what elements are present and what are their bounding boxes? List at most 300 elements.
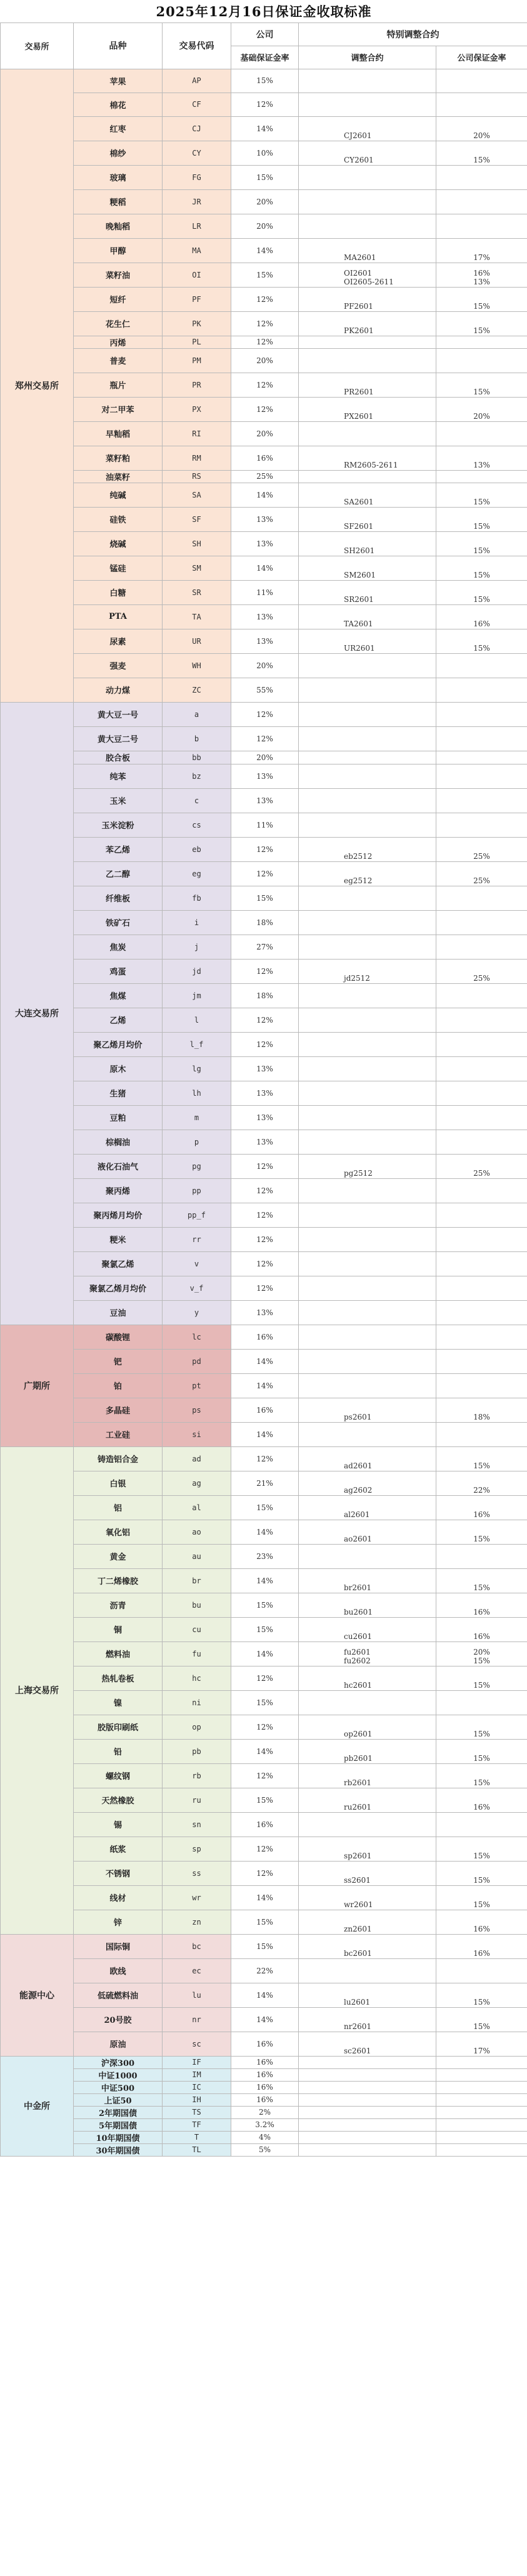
company-margin-rate [436, 1227, 527, 1251]
trade-code: UR [163, 629, 231, 653]
product-name: 硅铁 [74, 507, 163, 531]
adjusted-contract [299, 446, 436, 470]
adjusted-contract-code: PR2601 [344, 387, 374, 396]
base-margin-rate: 27% [231, 935, 299, 959]
company-margin-rate [436, 1422, 527, 1446]
table-row [1, 1227, 527, 1251]
base-margin-rate: 16% [231, 2056, 299, 2068]
table-row [1, 507, 527, 531]
table-row [1, 116, 527, 141]
adjusted-contract [299, 1641, 436, 1666]
header-base-rate: 基础保证金率 [231, 46, 299, 69]
company-margin-rate-value: 15% [473, 1729, 490, 1738]
company-margin-rate [436, 788, 527, 813]
trade-code: sp [163, 1837, 231, 1861]
adjusted-contract [299, 1715, 436, 1739]
adjusted-contract [299, 726, 436, 751]
trade-code: v [163, 1251, 231, 1276]
company-margin-rate [436, 2106, 527, 2118]
table-row [1, 983, 527, 1008]
base-margin-rate: 14% [231, 1568, 299, 1593]
company-margin-rate-value: 16% [473, 268, 490, 278]
adjusted-contract-code: bu2601 [344, 1607, 373, 1616]
company-margin-rate-value: 15% [473, 1461, 490, 1470]
product-name: 30年期国债 [74, 2143, 163, 2156]
adjusted-contract [299, 1471, 436, 1495]
table-row [1, 1349, 527, 1373]
product-name: 棕榈油 [74, 1130, 163, 1154]
product-name: 胶合板 [74, 751, 163, 764]
company-margin-rate [436, 1910, 527, 1934]
table-row [1, 1422, 527, 1446]
adjusted-contract-code: zn2601 [344, 1924, 372, 1933]
product-name: 乙二醇 [74, 861, 163, 886]
trade-code: SH [163, 531, 231, 556]
table-row [1, 751, 527, 764]
product-name: 动力煤 [74, 678, 163, 702]
table-row [1, 1690, 527, 1715]
table-row [1, 1130, 527, 1154]
base-margin-rate: 55% [231, 678, 299, 702]
company-margin-rate [436, 1203, 527, 1227]
table-row [1, 2032, 527, 2056]
base-margin-rate: 13% [231, 604, 299, 629]
company-margin-rate [436, 531, 527, 556]
exchange-name: 中金所 [1, 2056, 74, 2156]
company-margin-rate [436, 886, 527, 910]
adjusted-contract [299, 1398, 436, 1422]
adjusted-contract [299, 1763, 436, 1788]
trade-code: PL [163, 336, 231, 348]
adjusted-contract [299, 165, 436, 189]
company-margin-rate [436, 726, 527, 751]
adjusted-contract [299, 959, 436, 983]
table-row [1, 1446, 527, 1471]
trade-code: bc [163, 1934, 231, 1958]
adjusted-contract-code: OI2601 [344, 268, 373, 278]
adjusted-contract [299, 886, 436, 910]
table-row [1, 1885, 527, 1910]
table-row [1, 2056, 527, 2068]
product-name: 钯 [74, 1349, 163, 1373]
adjusted-contract [299, 2032, 436, 2056]
product-name: 玉米 [74, 788, 163, 813]
adjusted-contract [299, 604, 436, 629]
trade-code: zn [163, 1910, 231, 1934]
table-row [1, 886, 527, 910]
company-margin-rate [436, 935, 527, 959]
base-margin-rate: 15% [231, 1690, 299, 1715]
trade-code: sn [163, 1812, 231, 1837]
adjusted-contract [299, 1885, 436, 1910]
product-name: 白糖 [74, 580, 163, 604]
base-margin-rate: 14% [231, 1373, 299, 1398]
adjusted-contract [299, 116, 436, 141]
base-margin-rate: 20% [231, 751, 299, 764]
adjusted-contract-code: pb2601 [344, 1753, 373, 1763]
product-name: 铝 [74, 1495, 163, 1520]
trade-code: jd [163, 959, 231, 983]
exchange-name: 上海交易所 [1, 1446, 74, 1934]
product-name: 热轧卷板 [74, 1666, 163, 1690]
adjusted-contract [299, 1788, 436, 1812]
product-name: 上证50 [74, 2093, 163, 2106]
adjusted-contract [299, 311, 436, 336]
table-row [1, 1763, 527, 1788]
company-margin-rate [436, 238, 527, 263]
company-margin-rate [436, 1666, 527, 1690]
company-margin-rate [436, 2118, 527, 2131]
base-margin-rate: 12% [231, 959, 299, 983]
trade-code: i [163, 910, 231, 935]
adjusted-contract [299, 1008, 436, 1032]
base-margin-rate: 20% [231, 421, 299, 446]
table-row [1, 336, 527, 348]
adjusted-contract-code: sc2601 [344, 2046, 371, 2055]
product-name: 晚籼稻 [74, 214, 163, 238]
product-name: 焦煤 [74, 983, 163, 1008]
adjusted-contract-code: SF2601 [344, 521, 374, 531]
adjusted-contract [299, 2068, 436, 2081]
trade-code: hc [163, 1666, 231, 1690]
trade-code: pg [163, 1154, 231, 1178]
table-row [1, 959, 527, 983]
table-row [1, 1544, 527, 1568]
trade-code: CJ [163, 116, 231, 141]
table-row [1, 2081, 527, 2093]
company-margin-rate [436, 2093, 527, 2106]
trade-code: AP [163, 69, 231, 93]
company-margin-rate [436, 69, 527, 93]
base-margin-rate: 16% [231, 2081, 299, 2093]
base-margin-rate: 18% [231, 910, 299, 935]
trade-code: l [163, 1008, 231, 1032]
adjusted-contract [299, 1446, 436, 1471]
adjusted-contract [299, 1203, 436, 1227]
base-margin-rate: 14% [231, 1520, 299, 1544]
trade-code: FG [163, 165, 231, 189]
adjusted-contract [299, 141, 436, 165]
trade-code: IC [163, 2081, 231, 2093]
trade-code: p [163, 1130, 231, 1154]
trade-code: PR [163, 373, 231, 397]
header-company: 公司 [231, 23, 299, 46]
table-row [1, 1520, 527, 1544]
adjusted-contract [299, 287, 436, 311]
product-name: 纤维板 [74, 886, 163, 910]
company-margin-rate [436, 1715, 527, 1739]
company-margin-rate [436, 751, 527, 764]
trade-code: SA [163, 483, 231, 507]
base-margin-rate: 12% [231, 373, 299, 397]
adjusted-contract [299, 1861, 436, 1885]
product-name: 铂 [74, 1373, 163, 1398]
base-margin-rate: 14% [231, 556, 299, 580]
product-name: 镍 [74, 1690, 163, 1715]
product-name: 苹果 [74, 69, 163, 93]
company-margin-rate-value: 16% [473, 1631, 490, 1641]
table-row [1, 1276, 527, 1300]
adjusted-contract [299, 1032, 436, 1056]
product-name: 碳酸锂 [74, 1325, 163, 1349]
trade-code: ss [163, 1861, 231, 1885]
company-margin-rate [436, 1593, 527, 1617]
trade-code: TA [163, 604, 231, 629]
adjusted-contract-code: ps2601 [344, 1412, 372, 1421]
adjusted-contract [299, 1739, 436, 1763]
adjusted-contract [299, 2056, 436, 2068]
company-margin-rate [436, 1861, 527, 1885]
company-margin-rate [436, 1958, 527, 1983]
base-margin-rate: 23% [231, 1544, 299, 1568]
adjusted-contract [299, 935, 436, 959]
product-name: 生猪 [74, 1081, 163, 1105]
trade-code: jm [163, 983, 231, 1008]
trade-code: bb [163, 751, 231, 764]
company-margin-rate [436, 1812, 527, 1837]
company-margin-rate-value: 15% [473, 521, 490, 531]
base-margin-rate: 15% [231, 165, 299, 189]
table-row [1, 1178, 527, 1203]
trade-code: OI [163, 263, 231, 287]
adjusted-contract-code: SA2601 [344, 497, 374, 506]
company-margin-rate-value: 25% [473, 851, 490, 861]
product-name: 棉纱 [74, 141, 163, 165]
base-margin-rate: 12% [231, 1276, 299, 1300]
table-row [1, 1203, 527, 1227]
table-row [1, 604, 527, 629]
base-margin-rate: 15% [231, 1934, 299, 1958]
trade-code: pt [163, 1373, 231, 1398]
adjusted-contract [299, 653, 436, 678]
table-row [1, 1154, 527, 1178]
base-margin-rate: 13% [231, 1081, 299, 1105]
company-margin-rate [436, 2081, 527, 2093]
title-row [1, 0, 527, 23]
table-row [1, 1568, 527, 1593]
adjusted-contract [299, 1690, 436, 1715]
exchange-name: 广期所 [1, 1325, 74, 1446]
table-row [1, 93, 527, 116]
table-row [1, 2118, 527, 2131]
table-row [1, 1983, 527, 2007]
base-margin-rate: 12% [231, 311, 299, 336]
product-name: 丁二烯橡胶 [74, 1568, 163, 1593]
table-row [1, 1934, 527, 1958]
product-name: 纯碱 [74, 483, 163, 507]
adjusted-contract-code: al2601 [344, 1510, 370, 1519]
base-margin-rate: 14% [231, 1349, 299, 1373]
adjusted-contract [299, 1983, 436, 2007]
base-margin-rate: 12% [231, 837, 299, 861]
table-row [1, 165, 527, 189]
exchange-name: 郑州交易所 [1, 69, 74, 702]
header-product: 品种 [74, 23, 163, 69]
company-margin-rate [436, 1251, 527, 1276]
header-code: 交易代码 [163, 23, 231, 69]
adjusted-contract [299, 910, 436, 935]
product-name: 低硫燃料油 [74, 1983, 163, 2007]
trade-code: WH [163, 653, 231, 678]
product-name: 铜 [74, 1617, 163, 1641]
adjusted-contract [299, 348, 436, 373]
table-row [1, 678, 527, 702]
trade-code: pb [163, 1739, 231, 1763]
base-margin-rate: 12% [231, 1154, 299, 1178]
adjusted-contract-code: CY2601 [344, 155, 374, 164]
company-margin-rate [436, 2143, 527, 2156]
company-margin-rate-value: 13% [473, 277, 490, 286]
trade-code: CY [163, 141, 231, 165]
company-margin-rate [436, 1373, 527, 1398]
table-row [1, 397, 527, 421]
adjusted-contract-code: wr2601 [344, 1900, 373, 1909]
company-margin-rate-value: 15% [473, 387, 490, 396]
trade-code: SR [163, 580, 231, 604]
adjusted-contract-code: op2601 [344, 1729, 373, 1738]
adjusted-contract [299, 507, 436, 531]
base-margin-rate: 10% [231, 141, 299, 165]
base-margin-rate: 13% [231, 1130, 299, 1154]
sheet-title: 2025年12月16日保证金收取标准 [156, 3, 372, 19]
company-margin-rate-value: 15% [473, 1656, 490, 1665]
adjusted-contract [299, 1934, 436, 1958]
company-margin-rate [436, 189, 527, 214]
product-name: 线材 [74, 1885, 163, 1910]
adjusted-contract [299, 93, 436, 116]
company-margin-rate-value: 15% [473, 1900, 490, 1909]
adjusted-contract [299, 470, 436, 483]
trade-code: ZC [163, 678, 231, 702]
adjusted-contract-code: pg2512 [344, 1168, 373, 1178]
trade-code: SF [163, 507, 231, 531]
base-margin-rate: 3.2% [231, 2118, 299, 2131]
company-margin-rate-value: 15% [473, 570, 490, 579]
trade-code: pd [163, 1349, 231, 1373]
product-name: 豆粕 [74, 1105, 163, 1130]
company-margin-rate [436, 483, 527, 507]
product-name: 氧化铝 [74, 1520, 163, 1544]
product-name: 花生仁 [74, 311, 163, 336]
base-margin-rate: 15% [231, 1495, 299, 1520]
trade-code: lh [163, 1081, 231, 1105]
product-name: 焦炭 [74, 935, 163, 959]
adjusted-contract [299, 1349, 436, 1373]
company-margin-rate [436, 446, 527, 470]
table-row [1, 311, 527, 336]
table-row [1, 580, 527, 604]
company-margin-rate [436, 1032, 527, 1056]
base-margin-rate: 14% [231, 1983, 299, 2007]
trade-code: ps [163, 1398, 231, 1422]
company-margin-rate-value: 15% [473, 1753, 490, 1763]
adjusted-contract [299, 1520, 436, 1544]
company-margin-rate [436, 861, 527, 886]
company-margin-rate [436, 2007, 527, 2032]
product-name: 聚丙烯月均价 [74, 1203, 163, 1227]
base-margin-rate: 14% [231, 2007, 299, 2032]
company-margin-rate-value: 18% [473, 1412, 490, 1421]
company-margin-rate [436, 1788, 527, 1812]
base-margin-rate: 16% [231, 2093, 299, 2106]
base-margin-rate: 13% [231, 1105, 299, 1130]
adjusted-contract-code: fu2602 [344, 1656, 371, 1665]
trade-code: wr [163, 1885, 231, 1910]
product-name: 菜籽油 [74, 263, 163, 287]
company-margin-rate-value: 25% [473, 973, 490, 983]
table-row [1, 1008, 527, 1032]
base-margin-rate: 12% [231, 1861, 299, 1885]
product-name: 胶版印刷纸 [74, 1715, 163, 1739]
trade-code: rb [163, 1763, 231, 1788]
product-name: 纯苯 [74, 764, 163, 788]
table-row [1, 764, 527, 788]
base-margin-rate: 12% [231, 1446, 299, 1471]
adjusted-contract [299, 189, 436, 214]
table-row [1, 446, 527, 470]
trade-code: CF [163, 93, 231, 116]
adjusted-contract-code: PX2601 [344, 411, 374, 421]
adjusted-contract [299, 629, 436, 653]
table-row [1, 189, 527, 214]
base-margin-rate: 16% [231, 1398, 299, 1422]
trade-code: ao [163, 1520, 231, 1544]
base-margin-rate: 12% [231, 726, 299, 751]
company-margin-rate [436, 1885, 527, 1910]
trade-code: RM [163, 446, 231, 470]
adjusted-contract-code: eg2512 [344, 876, 373, 885]
company-margin-rate [436, 1983, 527, 2007]
adjusted-contract [299, 1154, 436, 1178]
product-name: 早籼稻 [74, 421, 163, 446]
company-margin-rate [436, 1349, 527, 1373]
adjusted-contract [299, 1910, 436, 1934]
company-margin-rate [436, 983, 527, 1008]
product-name: 白银 [74, 1471, 163, 1495]
trade-code: c [163, 788, 231, 813]
company-margin-rate [436, 165, 527, 189]
company-margin-rate [436, 311, 527, 336]
adjusted-contract-code: rb2601 [344, 1778, 371, 1787]
table-row [1, 653, 527, 678]
table-row [1, 2143, 527, 2156]
trade-code: ni [163, 1690, 231, 1715]
adjusted-contract [299, 1276, 436, 1300]
adjusted-contract [299, 813, 436, 837]
company-margin-rate [436, 1763, 527, 1788]
product-name: 玻璃 [74, 165, 163, 189]
adjusted-contract [299, 1495, 436, 1520]
base-margin-rate: 13% [231, 1056, 299, 1081]
trade-code: TF [163, 2118, 231, 2131]
company-margin-rate [436, 1568, 527, 1593]
trade-code: lc [163, 1325, 231, 1349]
product-name: 对二甲苯 [74, 397, 163, 421]
base-margin-rate: 14% [231, 1739, 299, 1763]
trade-code: IH [163, 2093, 231, 2106]
adjusted-contract-code: CJ2601 [344, 131, 372, 140]
base-margin-rate: 20% [231, 214, 299, 238]
table-row [1, 1641, 527, 1666]
product-name: 纸浆 [74, 1837, 163, 1861]
company-margin-rate-value: 15% [473, 1778, 490, 1787]
adjusted-contract [299, 1056, 436, 1081]
header-company-rate: 公司保证金率 [436, 46, 527, 69]
company-margin-rate [436, 580, 527, 604]
base-margin-rate: 12% [231, 1251, 299, 1276]
company-margin-rate [436, 263, 527, 287]
table-row [1, 837, 527, 861]
